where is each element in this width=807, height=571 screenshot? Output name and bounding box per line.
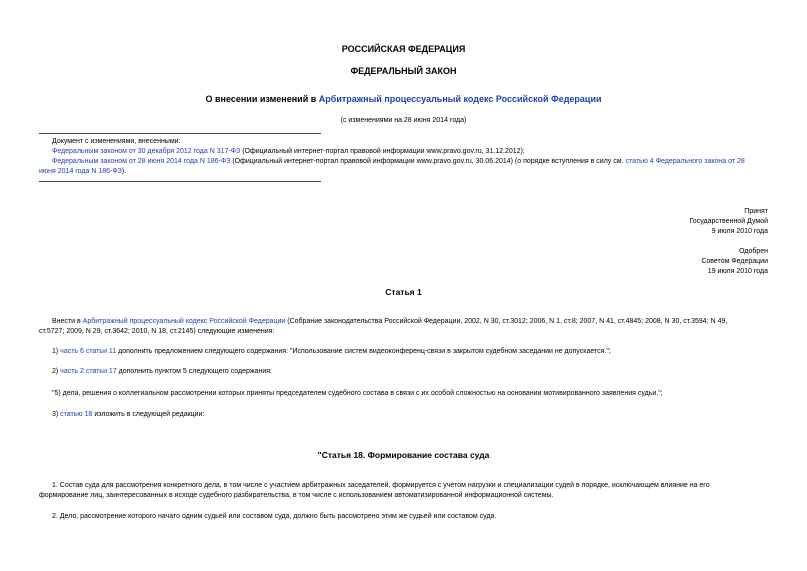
amendment-1: 1) часть 6 статьи 11 дополнить предложением следующего содержания: "Использование систем видеоконференц-связи в закрытом судебном заседании не допускается."; (52, 348, 611, 355)
country-title: РОССИЙСКАЯ ФЕДЕРАЦИЯ (341, 44, 466, 54)
adopted-by: Государственной Думой (689, 218, 768, 225)
changes-intro: Документ с изменениями, внесенными: (52, 138, 181, 145)
article-18-para-1: 1. Состав суда для рассмотрения конкретного дела, в том числе с участием арбитражных заседателей, формируется с учетом нагрузки и специализации судей в порядке, исключающем влияние на его (52, 482, 710, 489)
law-title (0, 94, 807, 104)
art18-link[interactable]: статью 18 (60, 411, 93, 418)
law-317-link[interactable]: Федеральным законом от 30 декабря 2012 года N 317-ФЗ (52, 148, 241, 155)
box-bottom-rule (39, 181, 321, 182)
article-1-para-1-cont: ст.5727; 2009, N 29, ст.3642; 2010, N 18, ст.2145) следующие изменения: (39, 328, 275, 335)
adopted-date: 9 июля 2010 года (711, 228, 768, 235)
article-18-para-1-cont: формирование лиц, заинтересованных в исходе судебного разбирательства, в том числе с использованием автоматизированной информационной системы. (39, 492, 554, 499)
changes-item-1: Федеральным законом от 30 декабря 2012 года N 317-ФЗ (Официальный интернет-портал правовой информации www.pravo.gov.ru, 31.12.2012); (52, 148, 525, 155)
box-top-rule (39, 133, 321, 134)
revision-note: (с изменениями на 28 июня 2014 года) (340, 117, 467, 124)
law-title-prefix: О внесении изменений в (205, 94, 319, 104)
part2-art17-link[interactable]: часть 2 статьи 17 (60, 368, 117, 375)
doc-type: ФЕДЕРАЛЬНЫЙ ЗАКОН (350, 66, 457, 76)
article-1-heading: Статья 1 (385, 287, 422, 297)
adopted-label: Принят (744, 208, 768, 215)
law-186-article4-link[interactable]: статью 4 Федерального закона от 28 (625, 158, 745, 165)
law-186-article4-link-cont[interactable]: июня 2014 года N 186-ФЗ (39, 168, 122, 175)
approved-by: Советом Федерации (701, 258, 768, 265)
apk-link-2[interactable]: Арбитражный процессуальный кодекс Российской Федерации (82, 318, 286, 325)
approved-label: Одобрен (739, 248, 768, 255)
article-18-heading: "Статья 18. Формирование состава суда (317, 450, 490, 460)
article-1-para-1: Внести в Арбитражный процессуальный кодекс Российской Федерации (Собрание законодательства Российской Федерации, 2002, N 30, ст.3012; 2006, N 1, ст.8; 2007, N 41, ст.4845; 2008, N 30, ст.3594; N 49, (52, 318, 728, 325)
amendment-2-quote: "5) дела, решения о коллегиальном рассмотрении которых приняты председателем судебного состава в связи с их особой сложностью на основании мотивированного заявления судьи."; (52, 390, 663, 397)
part6-art11-link[interactable]: часть 6 статьи 11 (60, 348, 117, 355)
amendment-3: 3) статью 18 изложить в следующей редакции: (52, 411, 205, 418)
apk-link[interactable]: Арбитражный процессуальный кодекс Российской Федерации (318, 94, 602, 104)
article-18-para-2: 2. Дело, рассмотрение которого начато одним судьей или составом суда, должно быть рассмотрено этим же судьей или составом суда. (52, 513, 497, 520)
amendment-2: 2) часть 2 статьи 17 дополнить пунктом 5 следующего содержания: (52, 368, 272, 375)
law-186-link[interactable]: Федеральным законом от 28 июня 2014 года N 186-ФЗ (52, 158, 231, 165)
approved-date: 19 июля 2010 года (707, 268, 768, 275)
changes-item-2-cont: июня 2014 года N 186-ФЗ). (39, 168, 127, 175)
changes-item-2: Федеральным законом от 28 июня 2014 года N 186-ФЗ (Официальный интернет-портал правовой информации www.pravo.gov.ru, 30.06.2014) (о порядке вступления в силу см. статью 4 Федерального закона от 28 (52, 158, 745, 165)
